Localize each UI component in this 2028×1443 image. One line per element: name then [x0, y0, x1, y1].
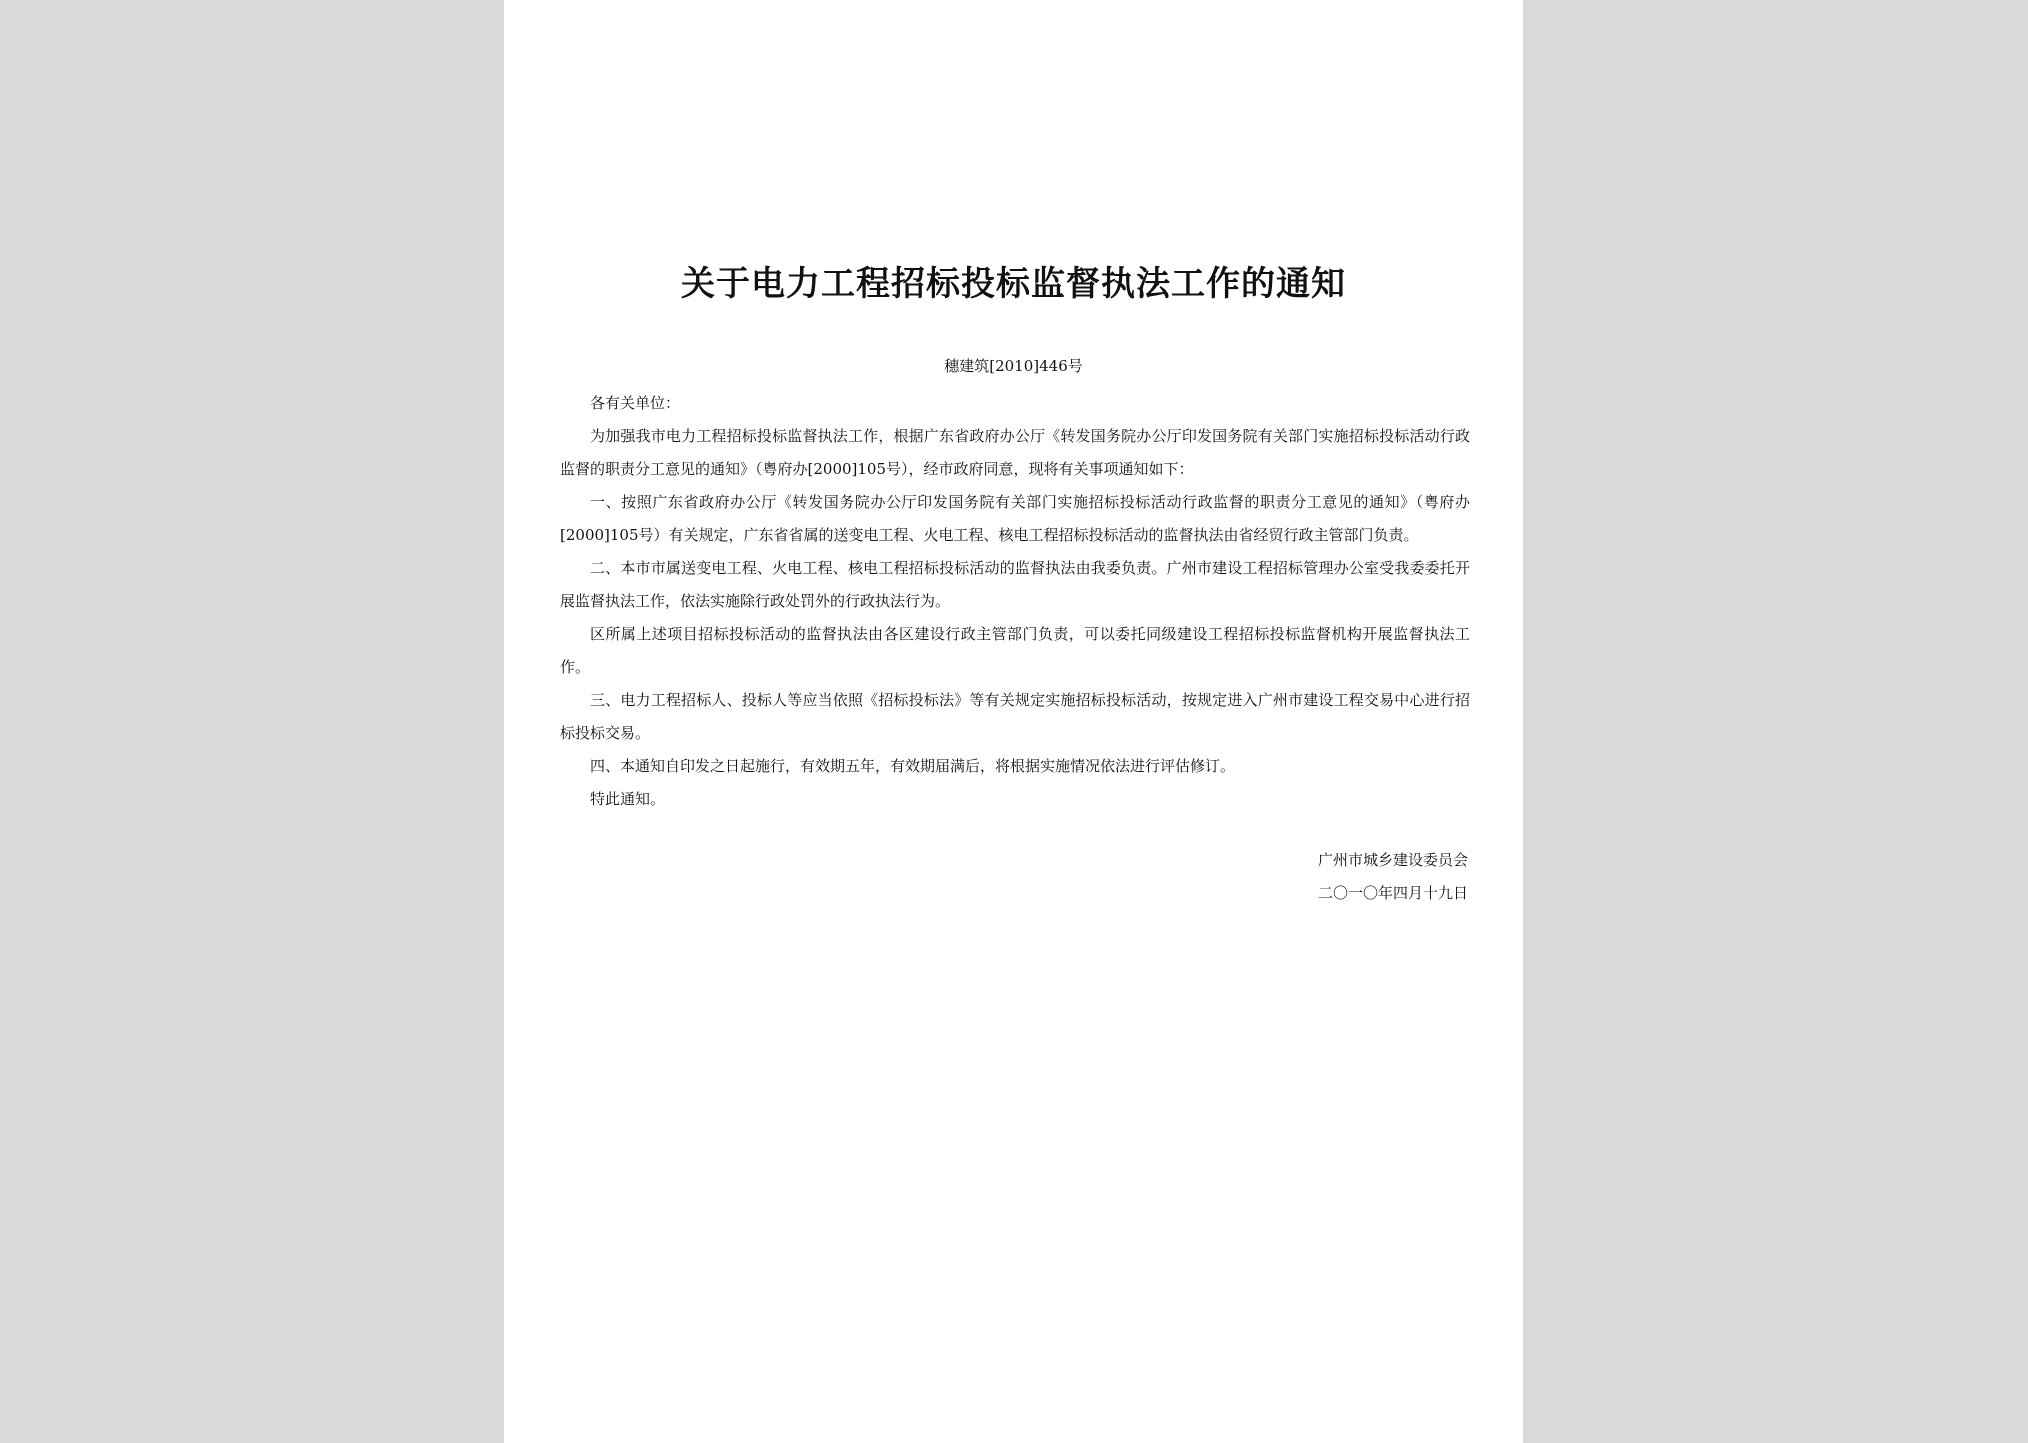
signature-organization: 广州市城乡建设委员会 — [1317, 851, 1468, 869]
signature-date: 二〇一〇年四月十九日 — [1317, 884, 1468, 902]
document-page — [504, 0, 1523, 1443]
document-title: 关于电力工程招标投标监督执法工作的通知 — [681, 264, 1346, 304]
paragraph: 区所属上述项目招标投标活动的监督执法由各区建设行政主管部门负责，可以委托同级建设工程招标投标监督机构开展监督执法工作。 — [560, 625, 1470, 676]
paragraph: 三、电力工程招标人、投标人等应当依照《招标投标法》等有关规定实施招标投标活动，按规定进入广州市建设工程交易中心进行招标投标交易。 — [560, 691, 1470, 742]
paragraph: 四、本通知自印发之日起施行，有效期五年，有效期届满后，将根据实施情况依法进行评估修订。 — [590, 757, 1236, 775]
paragraph: 一、按照广东省政府办公厅《转发国务院办公厅印发国务院有关部门实施招标投标活动行政监督的职责分工意见的通知》（粤府办[2000]105号）有关规定，广东省省属的送变电工程、火电工程、核电工程招标投标活动的监督执法由省经贸行政主管部门负责。 — [560, 493, 1470, 544]
salutation: 各有关单位： — [590, 394, 681, 412]
paragraph: 二、本市市属送变电工程、火电工程、核电工程招标投标活动的监督执法由我委负责。广州市建设工程招标管理办公室受我委委托开展监督执法工作，依法实施除行政处罚外的行政执法行为。 — [560, 559, 1470, 610]
document-body — [560, 387, 1470, 816]
closing-line: 特此通知。 — [590, 790, 666, 808]
document-number: 穗建筑[2010]446号 — [944, 357, 1083, 375]
paragraph: 为加强我市电力工程招标投标监督执法工作，根据广东省政府办公厅《转发国务院办公厅印发国务院有关部门实施招标投标活动行政监督的职责分工意见的通知》（粤府办[2000]105号），经市政府同意，现将有关事项通知如下： — [560, 427, 1470, 478]
